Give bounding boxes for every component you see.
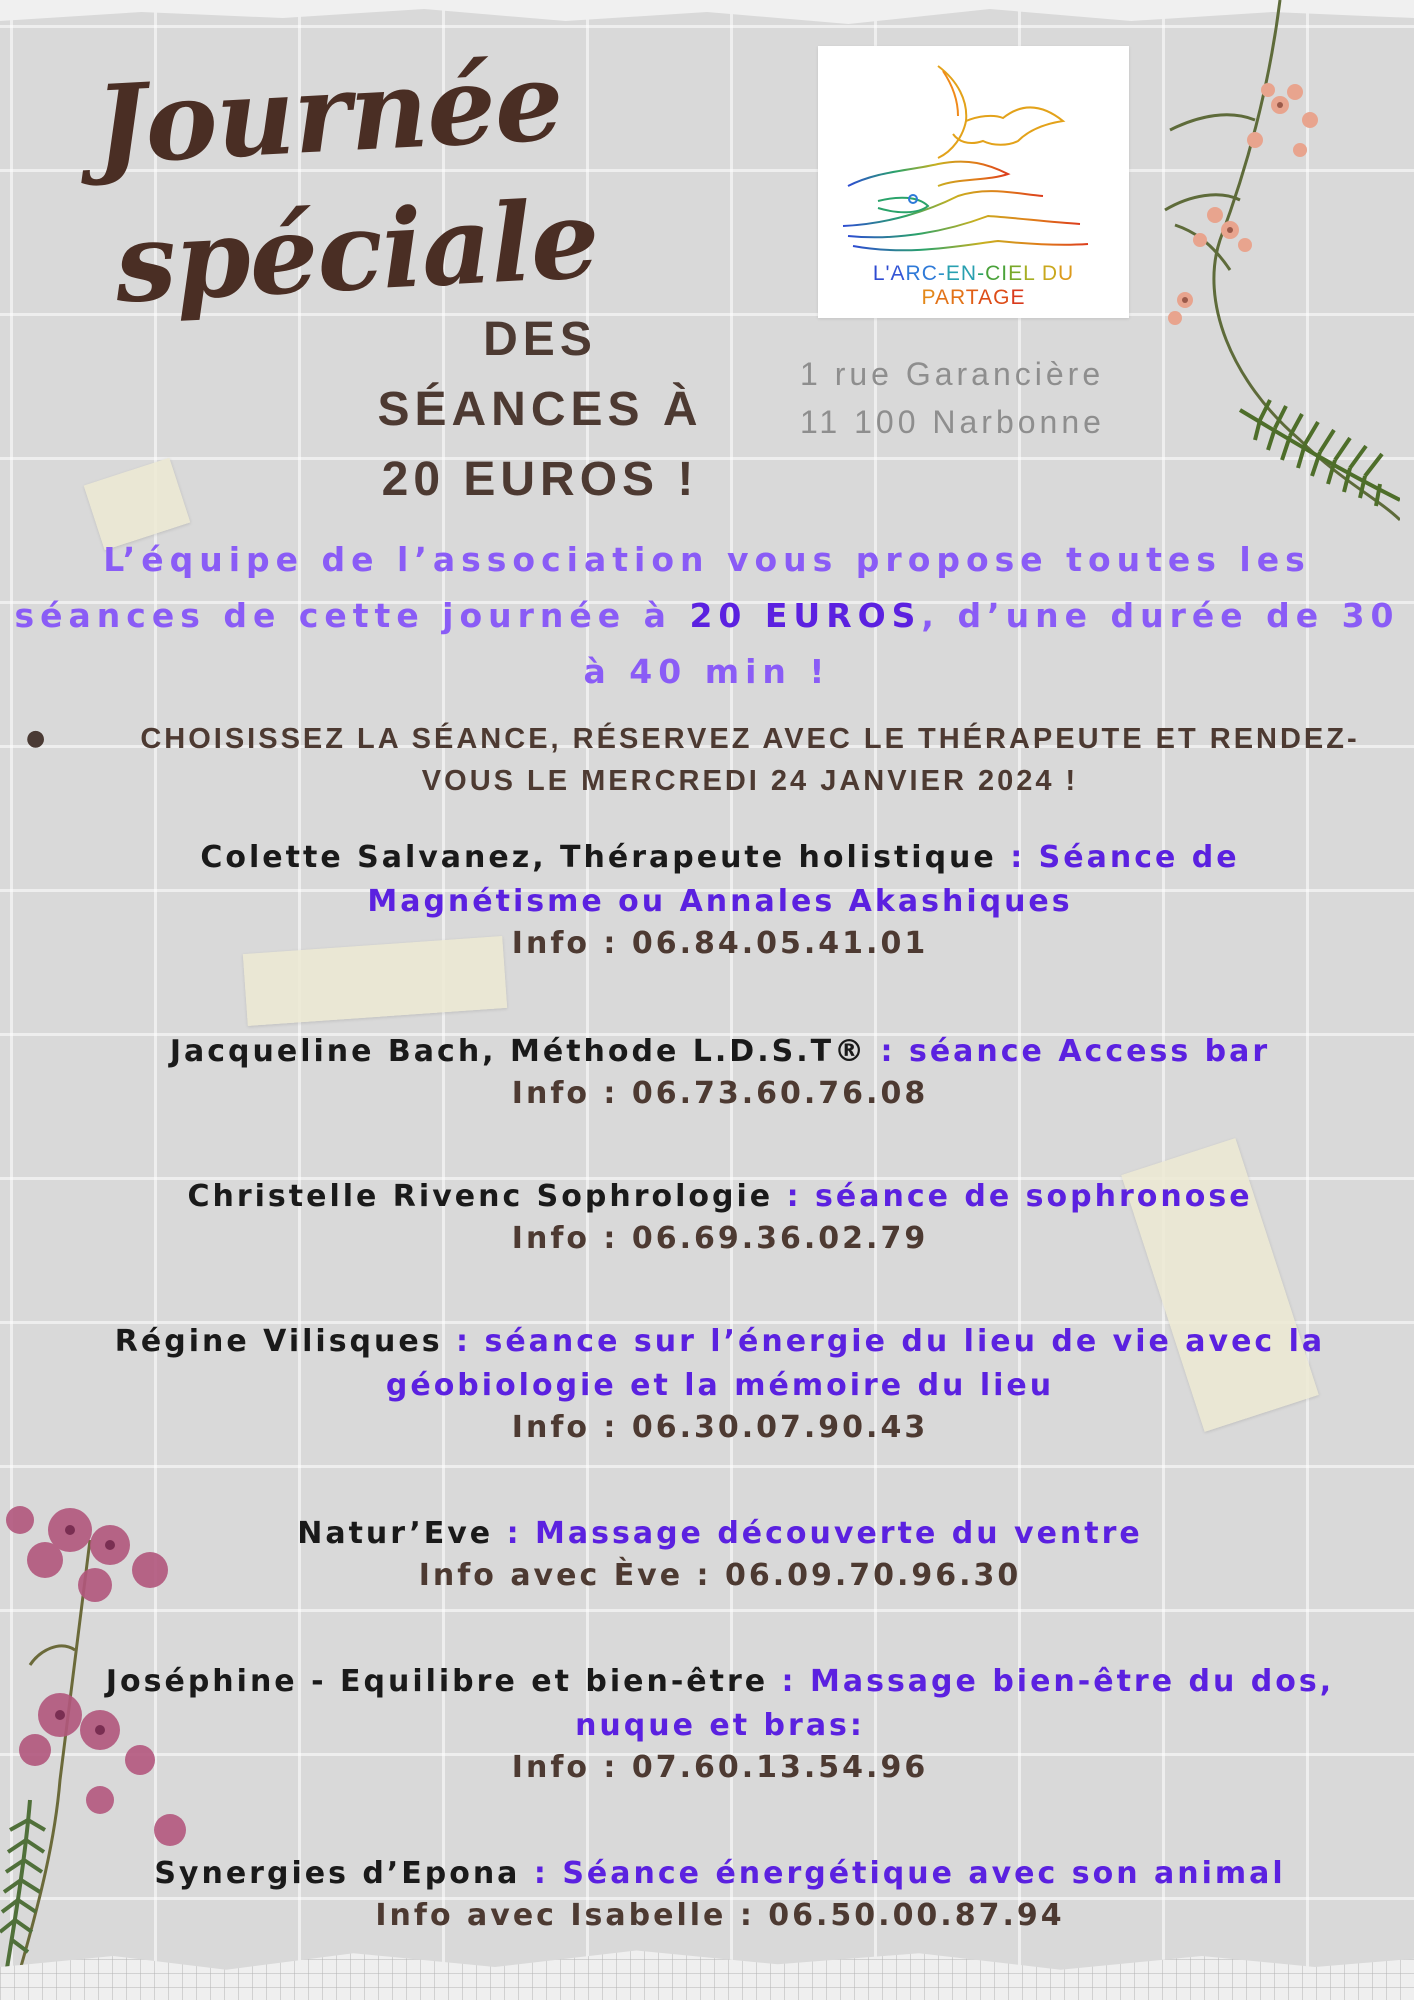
subtitle-line: DES	[483, 313, 597, 366]
therapist-name: Jacqueline Bach, Méthode L.D.S.T®	[169, 1034, 868, 1069]
therapist-service: : séance Access bar	[867, 1034, 1271, 1069]
therapist-entry	[90, 1320, 1350, 1450]
logo-letter	[1035, 262, 1042, 285]
logo-letter: -	[977, 262, 986, 285]
therapist-name: Colette Salvanez, Thérapeute holistique	[200, 840, 997, 875]
therapist-service: : Séance énergétique avec son animal	[520, 1856, 1286, 1891]
therapist-service: : Massage bien-être du dos, nuque et bras:	[575, 1664, 1335, 1743]
subtitle	[330, 305, 750, 515]
logo-letter: U	[1058, 262, 1075, 285]
therapist-name: Christelle Rivenc Sophrologie	[187, 1179, 774, 1214]
logo-letter: D	[1041, 262, 1059, 285]
instruction-text: CHOISISSEZ LA SÉANCE, RÉSERVEZ AVEC LE THÉRAPEUTE ET RENDEZ-VOUS LE MERCREDI 24 JANVIER 2024 !	[140, 723, 1360, 797]
logo-letter: R	[905, 262, 922, 285]
logo-letter: N	[960, 262, 978, 285]
therapist-service: : séance sur l’énergie du lieu de vie avec la géobiologie et la mémoire du lieu	[385, 1324, 1326, 1403]
subtitle-line: SÉANCES À	[377, 383, 703, 436]
title-line-2: spéciale	[112, 176, 602, 328]
therapist-entry	[90, 1175, 1350, 1261]
logo-letter: E	[1008, 262, 1024, 285]
address-city: 11 100 Narbonne	[800, 404, 1105, 440]
therapist-service: : Massage découverte du ventre	[493, 1516, 1143, 1551]
logo	[818, 46, 1129, 318]
logo-letter: L	[1023, 262, 1035, 285]
bullet-icon: ●	[26, 726, 46, 751]
torn-paper-bottom	[0, 1945, 1414, 2000]
address	[800, 350, 1105, 446]
logo-text	[818, 262, 1129, 310]
logo-letter: G	[993, 286, 1011, 309]
intro-part-2: , d’une durée de 30 à 40 min !	[583, 596, 1400, 691]
address-street: 1 rue Garancière	[800, 356, 1105, 392]
logo-letter: P	[921, 286, 935, 309]
therapist-entry	[90, 1660, 1350, 1790]
therapist-info: Info : 06.73.60.76.08	[511, 1076, 929, 1111]
therapist-info: Info : 07.60.13.54.96	[511, 1750, 929, 1785]
therapist-info: Info : 06.69.36.02.79	[511, 1221, 929, 1256]
intro-text	[0, 532, 1414, 700]
logo-letter: A	[890, 262, 906, 285]
therapist-entry	[90, 1512, 1350, 1598]
therapist-name: Joséphine - Equilibre et bien-être	[105, 1664, 769, 1699]
dried-flowers-illustration	[1160, 0, 1400, 560]
therapist-entry	[90, 1852, 1350, 1938]
therapist-name: Régine Vilisques	[114, 1324, 443, 1359]
intro-highlight: 20 EUROS	[689, 596, 922, 635]
therapist-info: Info avec Ève : 06.09.70.96.30	[418, 1558, 1022, 1593]
therapist-info: Info : 06.84.05.41.01	[511, 926, 929, 961]
logo-letter: E	[945, 262, 961, 285]
logo-letter: I	[1001, 262, 1009, 285]
logo-letter: A	[978, 286, 994, 309]
logo-letter: L	[872, 262, 886, 285]
logo-letter: '	[885, 262, 891, 285]
therapist-name: Synergies d’Epona	[154, 1856, 521, 1891]
therapist-entry	[90, 1030, 1350, 1116]
logo-letter: -	[937, 262, 946, 285]
therapist-service: : séance de sophronose	[773, 1179, 1253, 1214]
subtitle-line: 20 EUROS !	[381, 453, 699, 506]
logo-letter: A	[934, 286, 950, 309]
intro-part-1: L’équipe de l’association vous propose toutes les séances de cette journée à	[14, 540, 1311, 635]
logo-letter: R	[950, 286, 966, 309]
logo-letter: E	[1010, 286, 1026, 309]
title-line-1: Journée	[92, 38, 566, 190]
logo-letter: C	[985, 262, 1002, 285]
therapist-name: Natur’Eve	[297, 1516, 494, 1551]
therapist-entry	[90, 836, 1350, 966]
therapist-info: Info avec Isabelle : 06.50.00.87.94	[375, 1898, 1065, 1933]
logo-letter: T	[965, 286, 979, 309]
therapist-service: : Séance de Magnétisme ou Annales Akashiques	[367, 840, 1240, 919]
therapist-info: Info : 06.30.07.90.43	[511, 1410, 929, 1445]
logo-letter: C	[921, 262, 938, 285]
instruction-bullet	[20, 718, 1400, 802]
